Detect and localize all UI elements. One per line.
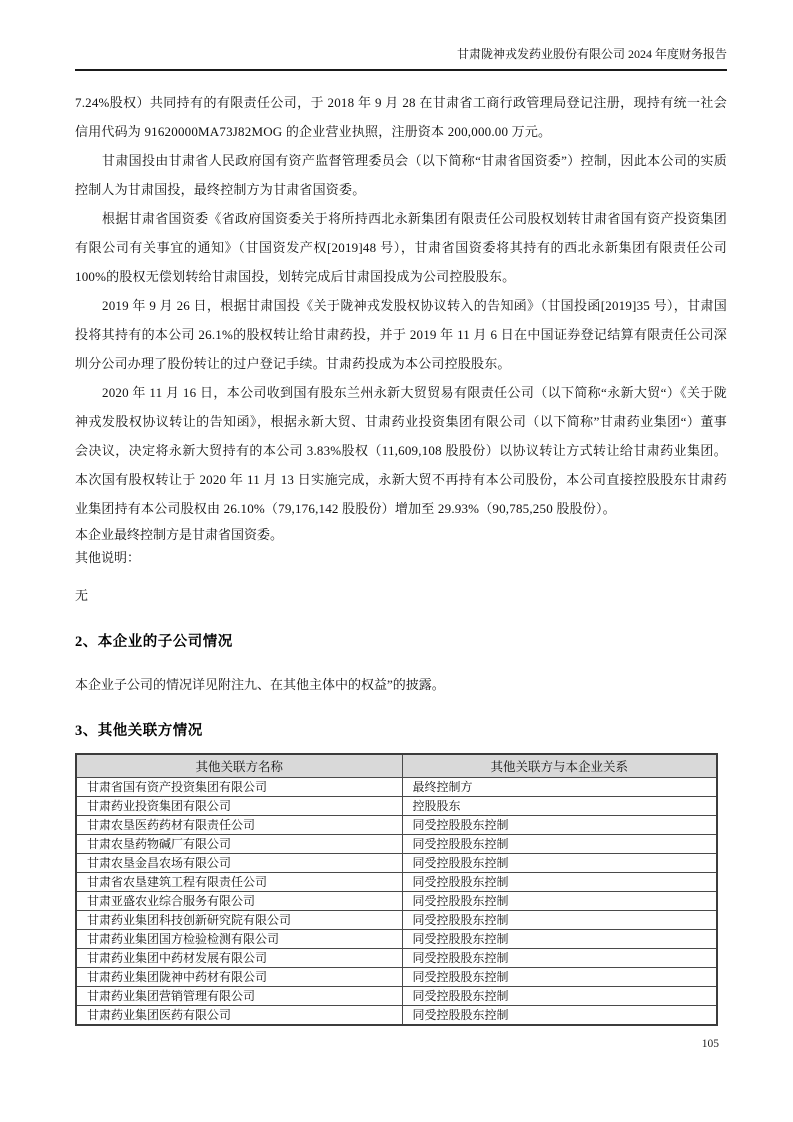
page-number: 105 <box>701 1038 719 1050</box>
cell-relation: 同受控股股东控制 <box>402 873 717 892</box>
cell-party-name: 甘肃药业集团营销管理有限公司 <box>76 987 402 1006</box>
cell-party-name: 甘肃药业集团陇神中药材有限公司 <box>76 968 402 987</box>
paragraph-2019-transfer: 2019 年 9 月 26 日，根据甘肃国投《关于陇神戎发股权协议转入的告知函》（甘国投函[2019]35 号），甘肃国投将其持有的本公司 26.1%的股权转让给甘肃药投，并于 2019 年 11 月 6 日在中国证券登记结算有限责任公司深圳分公司办理了股份转让的过户登记手续。甘肃药投成为本公司控股股东。 <box>75 298 727 371</box>
paragraph-equity-transfer-notice: 根据甘肃省国资委《省政府国资委关于将所持西北永新集团有限责任公司股权划转甘肃省国有资产投资集团有限公司有关事宜的通知》（甘国资发产权[2019]48 号），甘肃省国资委将其持有的西北永新集团有限责任公司 100%的股权无偿划转给甘肃国投，划转完成后甘肃国投成为公司控股股东。 <box>75 211 727 284</box>
statement-other-notes-label: 其他说明： <box>75 550 141 565</box>
table-row <box>76 1006 717 1026</box>
table-row <box>76 797 717 816</box>
table-row <box>76 816 717 835</box>
cell-party-name: 甘肃药业集团中药材发展有限公司 <box>76 949 402 968</box>
cell-relation: 同受控股股东控制 <box>402 892 717 911</box>
page-header <box>75 46 727 71</box>
cell-party-name: 甘肃亚盛农业综合服务有限公司 <box>76 892 402 911</box>
cell-party-name: 甘肃药业集团医药有限公司 <box>76 1006 402 1026</box>
cell-party-name: 甘肃省农垦建筑工程有限责任公司 <box>76 873 402 892</box>
section-2-body: 本企业子公司的情况详见附注九、在其他主体中的权益”的披露。 <box>75 677 445 692</box>
table-row <box>76 987 717 1006</box>
cell-relation: 最终控制方 <box>402 778 717 797</box>
table-row <box>76 873 717 892</box>
table-row <box>76 911 717 930</box>
cell-party-name: 甘肃药业投资集团有限公司 <box>76 797 402 816</box>
cell-party-name: 甘肃农垦药物碱厂有限公司 <box>76 835 402 854</box>
cell-party-name: 甘肃药业集团国方检验检测有限公司 <box>76 930 402 949</box>
page-content <box>75 88 727 1026</box>
section-2-heading: 2、本企业的子公司情况 <box>75 634 233 650</box>
cell-relation: 同受控股股东控制 <box>402 1006 717 1026</box>
cell-relation: 控股股东 <box>402 797 717 816</box>
table-row <box>76 854 717 873</box>
cell-relation: 同受控股股东控制 <box>402 854 717 873</box>
table-row <box>76 968 717 987</box>
section-3-heading: 3、其他关联方情况 <box>75 723 203 739</box>
cell-relation: 同受控股股东控制 <box>402 835 717 854</box>
table-row <box>76 835 717 854</box>
cell-relation: 同受控股股东控制 <box>402 816 717 835</box>
table-row <box>76 949 717 968</box>
table-row <box>76 892 717 911</box>
table-row <box>76 778 717 797</box>
cell-party-name: 甘肃药业集团科技创新研究院有限公司 <box>76 911 402 930</box>
table-header-party-name: 其他关联方名称 <box>76 754 402 778</box>
cell-party-name: 甘肃省国有资产投资集团有限公司 <box>76 778 402 797</box>
table-header-row <box>76 754 717 778</box>
paragraph-control-relationship: 甘肃国投由甘肃省人民政府国有资产监督管理委员会（以下简称“甘肃省国资委”）控制，因此本公司的实质控制人为甘肃国投，最终控制方为甘肃省国资委。 <box>75 153 727 197</box>
statement-final-controller: 本企业最终控制方是甘肃省国资委。 <box>75 527 284 542</box>
cell-relation: 同受控股股东控制 <box>402 987 717 1006</box>
related-parties-tbody <box>76 778 717 1026</box>
paragraph-2020-transfer: 2020 年 11 月 16 日，本公司收到国有股东兰州永新大贸贸易有限责任公司（以下简称“永新大贸“）《关于陇神戎发股权协议转让的告知函》，根据永新大贸、甘肃药业投资集团有限公司（以下简称”甘肃药业集团“）董事会决议，决定将永新大贸持有的本公司 3.83%股权（11,609,108 股股份）以协议转让方式转让给甘肃药业集团。本次国有股权转让于 2020 年 11 月 13 日实施完成，永新大贸不再持有本公司股份，本公司直接控股股东甘肃药业集团持有本公司股权由 26.10%（79,176,142 股股份）增加至 29.93%（90,785,250 股股份）。 <box>75 385 727 516</box>
cell-party-name: 甘肃农垦医药药材有限责任公司 <box>76 816 402 835</box>
cell-relation: 同受控股股东控制 <box>402 968 717 987</box>
cell-relation: 同受控股股东控制 <box>402 930 717 949</box>
related-parties-table <box>75 753 718 1026</box>
header-title: 甘肃陇神戎发药业股份有限公司 2024 年度财务报告 <box>456 47 727 61</box>
table-row <box>76 930 717 949</box>
cell-relation: 同受控股股东控制 <box>402 911 717 930</box>
table-header-relation: 其他关联方与本企业关系 <box>402 754 717 778</box>
paragraph-registration: 7.24%股权）共同持有的有限责任公司，于 2018 年 9 月 28 在甘肃省工商行政管理局登记注册，现持有统一社会信用代码为 91620000MA73J82MOG 的企业营业执照，注册资本 200,000.00 万元。 <box>75 95 727 139</box>
statement-none: 无 <box>75 588 89 603</box>
cell-relation: 同受控股股东控制 <box>402 949 717 968</box>
cell-party-name: 甘肃农垦金昌农场有限公司 <box>76 854 402 873</box>
